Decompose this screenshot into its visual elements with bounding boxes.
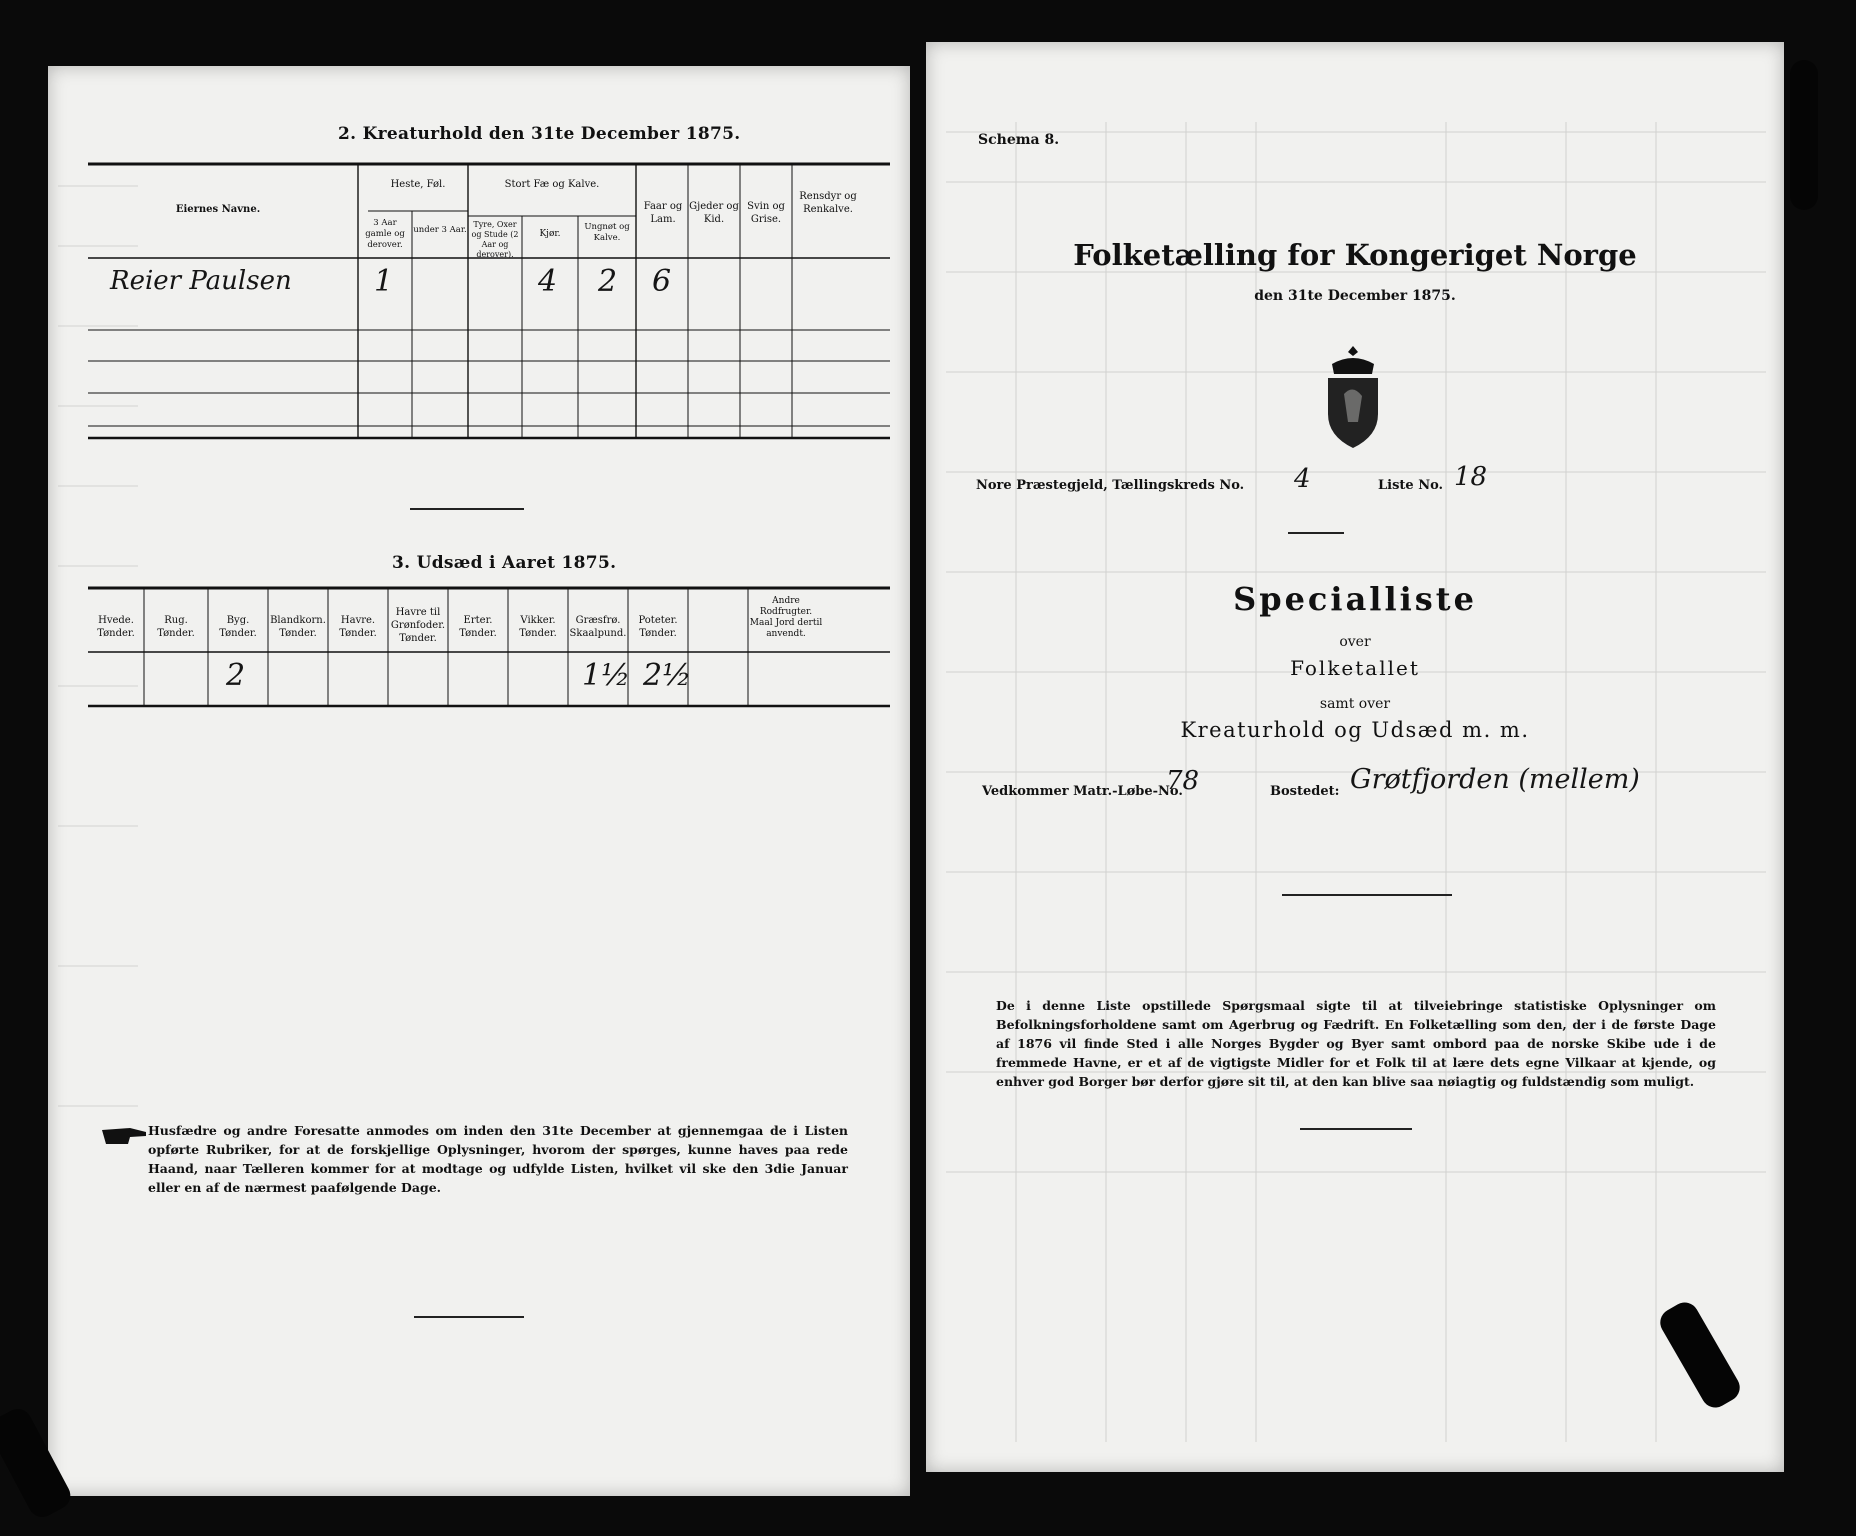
schema-label: Schema 8. <box>978 132 1060 148</box>
header-graesfro: Græsfrø. Skaalpund. <box>569 615 627 639</box>
binder-clip-right-top <box>1790 60 1818 210</box>
header-ungnot: Ungnøt og Kalve. <box>584 222 630 243</box>
samt-over-text: samt over <box>1319 696 1391 712</box>
faar-value: 6 <box>652 264 672 299</box>
footer-text: De i denne Liste opstillede Spørgsmaal sigte til at tilveiebringe statistiske Oplysninger om Befolkningsforholdene samt om Agerbrug og Fædrift. En Folketælling som den, der i de første Dage af 1876 vil finde Sted i alle Norges Bygder og Byer samt ombord paa de norske Skibe ude i de fremmede Havne, er et af de vigtigste Midler for et Folk til at lære dets egne Vilkaar at kjende, og enhver god Borger bør derfor gjøre sit til, at den kan blive saa nøiagtig og fuldstændig som muligt. <box>996 998 1716 1089</box>
header-rug: Rug. Tønder. <box>157 615 195 639</box>
header-gjeder: Gjeder og Kid. <box>689 201 739 225</box>
liste-number: 18 <box>1454 462 1488 492</box>
matr-label: Vedkommer Matr.-Løbe-No. <box>982 784 1183 799</box>
separator-rule-1 <box>1288 532 1344 534</box>
header-rensdyr: Rensdyr og Renkalve. <box>799 191 857 215</box>
header-erter: Erter. Tønder. <box>459 615 497 639</box>
prestegjeld-label: Nore Præstegjeld, Tællingskreds No. <box>976 478 1245 493</box>
over-text-1: over <box>1339 634 1371 650</box>
header-owner: Eiernes Navne. <box>175 204 261 215</box>
left-page <box>48 66 910 1496</box>
header-vikker: Vikker. Tønder. <box>519 615 557 639</box>
header-heste-3aar: 3 Aar gamle og derover. <box>365 218 405 250</box>
header-heste: Heste, Føl. <box>390 179 446 190</box>
heste-3aar-value: 1 <box>374 264 394 299</box>
kreaturhold-title: 2. Kreaturhold den 31te December 1875. <box>338 124 741 144</box>
kreds-number: 4 <box>1294 464 1311 494</box>
folketallet-text: Folketallet <box>1290 656 1420 680</box>
header-tyre-oxer: Tyre, Oxer og Stude (2 Aar og derover). <box>471 220 519 259</box>
coat-of-arms-icon <box>1318 342 1388 452</box>
udsaed-title: 3. Udsæd i Aaret 1875. <box>392 553 617 573</box>
document-date: den 31te December 1875. <box>1254 288 1456 304</box>
udsaed-table-grid <box>48 66 910 766</box>
matr-number: 78 <box>1166 766 1200 796</box>
header-havre-gronfoder: Havre til Grønfoder. Tønder. <box>390 607 446 644</box>
document-title: Folketælling for Kongeriget Norge <box>1073 238 1637 272</box>
pointing-hand-icon <box>100 1124 150 1148</box>
header-faar: Faar og Lam. <box>643 201 683 225</box>
header-svin: Svin og Grise. <box>747 201 785 225</box>
header-poteter: Poteter. Tønder. <box>638 615 678 639</box>
graesfro-value: 1½ <box>582 658 631 693</box>
header-havre: Havre. Tønder. <box>339 615 377 639</box>
header-heste-under3: under 3 Aar. <box>413 225 467 235</box>
bottom-rule <box>414 1316 524 1318</box>
header-blandkorn: Blandkorn. Tønder. <box>270 615 326 639</box>
notice-text: Husfædre og andre Foresatte anmodes om inden den 31te December at gjennemgaa de i Listen opførte Rubriker, for at de forskjellige Oplysninger, hvorom der spørges, kunne haves paa rede Haand, naar Tælleren kommer for at modtage og udfylde Listen, hvilket vil ske den 3die Januar eller en af de nærmest paafølgende Dage. <box>148 1123 848 1195</box>
kjor-value: 4 <box>538 264 558 299</box>
liste-label: Liste No. <box>1378 478 1444 493</box>
separator-rule-2 <box>1282 894 1452 896</box>
bosted-label: Bostedet: <box>1270 784 1340 799</box>
bosted-value: Grøtfjorden (mellem) <box>1350 764 1640 795</box>
byg-value: 2 <box>226 658 246 693</box>
ungnot-value: 2 <box>598 264 618 299</box>
owner-name: Reier Paulsen <box>110 266 292 296</box>
specialliste-heading: Specialliste <box>1233 580 1477 618</box>
right-page <box>926 42 1784 1472</box>
separator-rule-3 <box>1300 1128 1412 1130</box>
header-kjor: Kjør. <box>539 229 561 239</box>
poteter-value: 2½ <box>643 658 692 693</box>
header-stortfae: Stort Fæ og Kalve. <box>504 179 600 190</box>
header-byg: Byg. Tønder. <box>219 615 257 639</box>
header-andre-rodfrugter: Andre Rodfrugter. Maal Jord dertil anvendt. <box>749 596 823 639</box>
header-hvede: Hvede. Tønder. <box>97 615 135 639</box>
kreaturhold-text: Kreaturhold og Udsæd m. m. <box>1180 718 1530 742</box>
